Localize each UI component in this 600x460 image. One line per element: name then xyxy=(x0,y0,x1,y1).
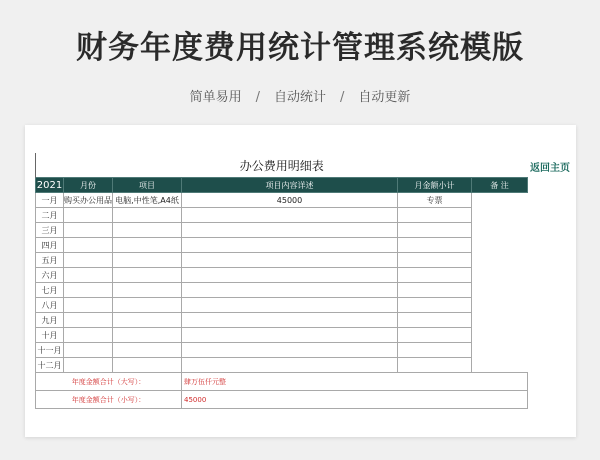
cell-detail[interactable] xyxy=(113,358,182,373)
cell-month[interactable]: 十一月 xyxy=(36,343,64,358)
cell-detail[interactable] xyxy=(113,253,182,268)
cell-detail[interactable] xyxy=(113,283,182,298)
cell-detail[interactable] xyxy=(113,328,182,343)
subtitle-item: 简单易用 xyxy=(189,90,242,105)
cell-month[interactable]: 十月 xyxy=(36,328,64,343)
header-note: 备 注 xyxy=(472,178,528,193)
subtitle-separator: / xyxy=(340,90,345,105)
cell-item[interactable] xyxy=(64,358,113,373)
cell-amount[interactable] xyxy=(182,268,398,283)
cell-amount[interactable]: 45000 xyxy=(182,193,398,208)
table-header-row xyxy=(36,178,528,193)
cell-item[interactable] xyxy=(64,253,113,268)
cell-amount[interactable] xyxy=(182,328,398,343)
cell-month[interactable]: 十二月 xyxy=(36,358,64,373)
cell-note[interactable] xyxy=(398,298,472,313)
cell-detail[interactable] xyxy=(113,208,182,223)
cell-detail[interactable] xyxy=(113,343,182,358)
cell-detail[interactable] xyxy=(113,223,182,238)
year-cell[interactable]: 2021 xyxy=(36,179,63,191)
cell-amount[interactable] xyxy=(182,283,398,298)
cell-detail[interactable] xyxy=(113,313,182,328)
cell-item[interactable] xyxy=(64,223,113,238)
cell-note[interactable] xyxy=(398,313,472,328)
cell-month[interactable]: 二月 xyxy=(36,208,64,223)
header-month: 月份 xyxy=(64,178,113,193)
cell-month[interactable]: 七月 xyxy=(36,283,64,298)
table-row xyxy=(36,313,528,328)
cell-month[interactable]: 九月 xyxy=(36,313,64,328)
cell-note[interactable] xyxy=(398,328,472,343)
spreadsheet-sheet xyxy=(25,125,576,437)
subtitle-item: 自动统计 xyxy=(273,90,326,105)
cell-detail[interactable] xyxy=(113,298,182,313)
table-row xyxy=(36,268,528,283)
cell-item[interactable] xyxy=(64,238,113,253)
cell-note[interactable] xyxy=(398,268,472,283)
cell-month[interactable]: 六月 xyxy=(36,268,64,283)
cell-amount[interactable] xyxy=(182,358,398,373)
cell-amount[interactable] xyxy=(182,313,398,328)
total-row xyxy=(36,391,528,409)
table-row xyxy=(36,298,528,313)
cell-note[interactable] xyxy=(398,208,472,223)
cell-item[interactable] xyxy=(64,313,113,328)
cell-month[interactable]: 三月 xyxy=(36,223,64,238)
cell-detail[interactable] xyxy=(113,238,182,253)
cell-amount[interactable] xyxy=(182,223,398,238)
table-row xyxy=(36,238,528,253)
table-row xyxy=(36,343,528,358)
cell-note[interactable] xyxy=(398,253,472,268)
subtitle xyxy=(0,86,600,105)
table-row xyxy=(36,283,528,298)
cell-item[interactable] xyxy=(64,283,113,298)
subtitle-separator: / xyxy=(255,90,260,105)
cell-month[interactable]: 八月 xyxy=(36,298,64,313)
cell-note[interactable] xyxy=(398,343,472,358)
cell-month[interactable]: 五月 xyxy=(36,253,64,268)
total-value[interactable]: 45000 xyxy=(182,391,528,409)
cell-month[interactable]: 一月 xyxy=(36,193,64,208)
cell-item[interactable] xyxy=(64,298,113,313)
table-row xyxy=(36,223,528,238)
cell-note[interactable] xyxy=(398,223,472,238)
total-row xyxy=(36,373,528,391)
cell-amount[interactable] xyxy=(182,298,398,313)
cell-month[interactable]: 四月 xyxy=(36,238,64,253)
cell-amount[interactable] xyxy=(182,343,398,358)
back-home-link[interactable]: 返回主页 xyxy=(530,163,570,174)
cell-item[interactable] xyxy=(64,328,113,343)
expense-table xyxy=(35,153,528,409)
cell-amount[interactable] xyxy=(182,253,398,268)
total-value[interactable]: 肆万伍仟元整 xyxy=(182,373,528,391)
cell-detail[interactable] xyxy=(113,268,182,283)
table-title: 办公费用明细表 xyxy=(36,153,528,178)
cell-item[interactable] xyxy=(64,208,113,223)
table-row xyxy=(36,208,528,223)
page-title: 财务年度费用统计管理系统模版 xyxy=(76,30,524,66)
cell-amount[interactable] xyxy=(182,208,398,223)
cell-note[interactable] xyxy=(398,283,472,298)
total-label: 年度金额合计（小写）： xyxy=(36,391,182,409)
total-label: 年度金额合计（大写）： xyxy=(36,373,182,391)
subtitle-item: 自动更新 xyxy=(358,90,411,105)
cell-note[interactable] xyxy=(398,238,472,253)
cell-note[interactable] xyxy=(398,358,472,373)
header-amount: 月金额小计 xyxy=(398,178,472,193)
cell-item[interactable] xyxy=(64,268,113,283)
header-detail: 项目内容详述 xyxy=(182,178,398,193)
cell-amount[interactable] xyxy=(182,238,398,253)
header-item: 项目 xyxy=(113,178,182,193)
cell-detail[interactable]: 电脑,中性笔,A4纸 xyxy=(113,193,182,208)
table-row xyxy=(36,253,528,268)
table-row xyxy=(36,193,528,208)
cell-item[interactable] xyxy=(64,343,113,358)
table-row xyxy=(36,328,528,343)
cell-item[interactable]: 购买办公用品 xyxy=(64,193,113,208)
cell-note[interactable]: 专票 xyxy=(398,193,472,208)
table-row xyxy=(36,358,528,373)
